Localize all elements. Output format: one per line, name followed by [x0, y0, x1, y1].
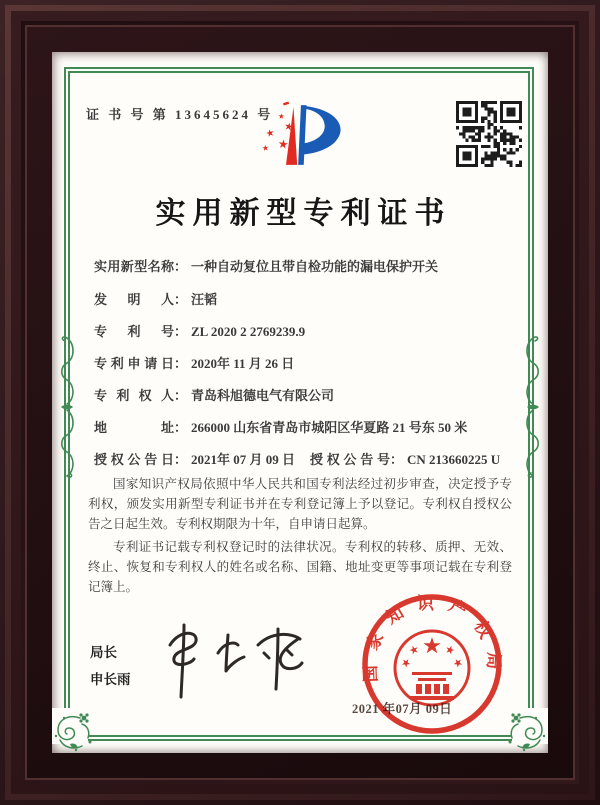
field-row-grant: 授权公告日： 2021年 07 月 09 日 授权公告号： CN 213660225 U [94, 449, 514, 468]
field-label: 发明人 [94, 292, 174, 307]
field-row-patent-number: 专利号： ZL 2020 2 2769239.9 [94, 321, 514, 340]
national-emblem-icon [395, 631, 469, 705]
qr-code [456, 101, 522, 167]
field-row-inventor: 发明人： 汪韬 [94, 289, 514, 308]
field-label: 授权公告日 [94, 452, 174, 467]
certificate-title: 实用新型专利证书 [155, 197, 452, 230]
official-seal [352, 588, 512, 740]
legal-paragraph-2: 专利证书记载专利权登记时的法律状况。专利权的转移、质押、无效、终止、恢复和专利权人的姓名或名称、国籍、地址变更等事项记载在专利登记簿上。 [88, 540, 512, 594]
director-title: 局长 [90, 645, 117, 660]
certificate-number: 证 书 号 第 13645624 号 [86, 107, 274, 122]
field-label: 实用新型名称 [94, 259, 174, 274]
field-label: 地址 [94, 420, 174, 435]
field-label: 专利申请日 [94, 356, 174, 371]
field-value: ZL 2020 2 2769239.9 [191, 324, 306, 339]
seal-org-text: 国家知识产权局 [360, 593, 504, 683]
director-signature [140, 615, 310, 705]
director-name: 申长雨 [90, 672, 131, 687]
field-row-application-date: 专利申请日： 2020年 11 月 26 日 [94, 353, 514, 372]
field-label: 专利权人 [94, 388, 174, 403]
field-row-address: 地址： 266000 山东省青岛市城阳区华夏路 21 号东 50 米 [94, 417, 514, 436]
field-value: 青岛科旭德电气有限公司 [191, 388, 335, 403]
field-grant-number: 授权公告号： CN 213660225 U [310, 449, 500, 468]
field-value: 2021年 07 月 09 日 [191, 452, 296, 467]
legal-text [88, 474, 512, 600]
scroll-side-ornament-icon [56, 332, 78, 482]
field-value: 汪韬 [191, 292, 218, 307]
field-value: CN 213660225 U [407, 452, 501, 467]
field-value: 一种自动复位且带自检功能的漏电保护开关 [191, 259, 439, 274]
field-row-name: 实用新型名称： 一种自动复位且带自检功能的漏电保护开关 [94, 256, 514, 275]
scroll-side-ornament-icon [522, 332, 544, 482]
field-value: 2020年 11 月 26 日 [191, 356, 295, 371]
floral-corner-ornament-icon [50, 710, 94, 754]
field-row-patentee: 专利权人： 青岛科旭德电气有限公司 [94, 385, 514, 404]
field-label: 授权公告号 [310, 452, 390, 467]
field-value: 266000 山东省青岛市城阳区华夏路 21 号东 50 米 [191, 420, 468, 435]
field-label: 专利号 [94, 324, 174, 339]
legal-paragraph-1: 国家知识产权局依照中华人民共和国专利法经过初步审查，决定授予专利权，颁发实用新型专利证书并在专利登记簿上予以登记。专利权自授权公告之日起生效。专利权期限为十年，自申请日起算。 [88, 477, 512, 531]
seal-date: 2021 年07月 09日 [352, 702, 453, 716]
floral-corner-ornament-icon [506, 710, 550, 754]
cnipa-logo-icon [244, 96, 356, 174]
